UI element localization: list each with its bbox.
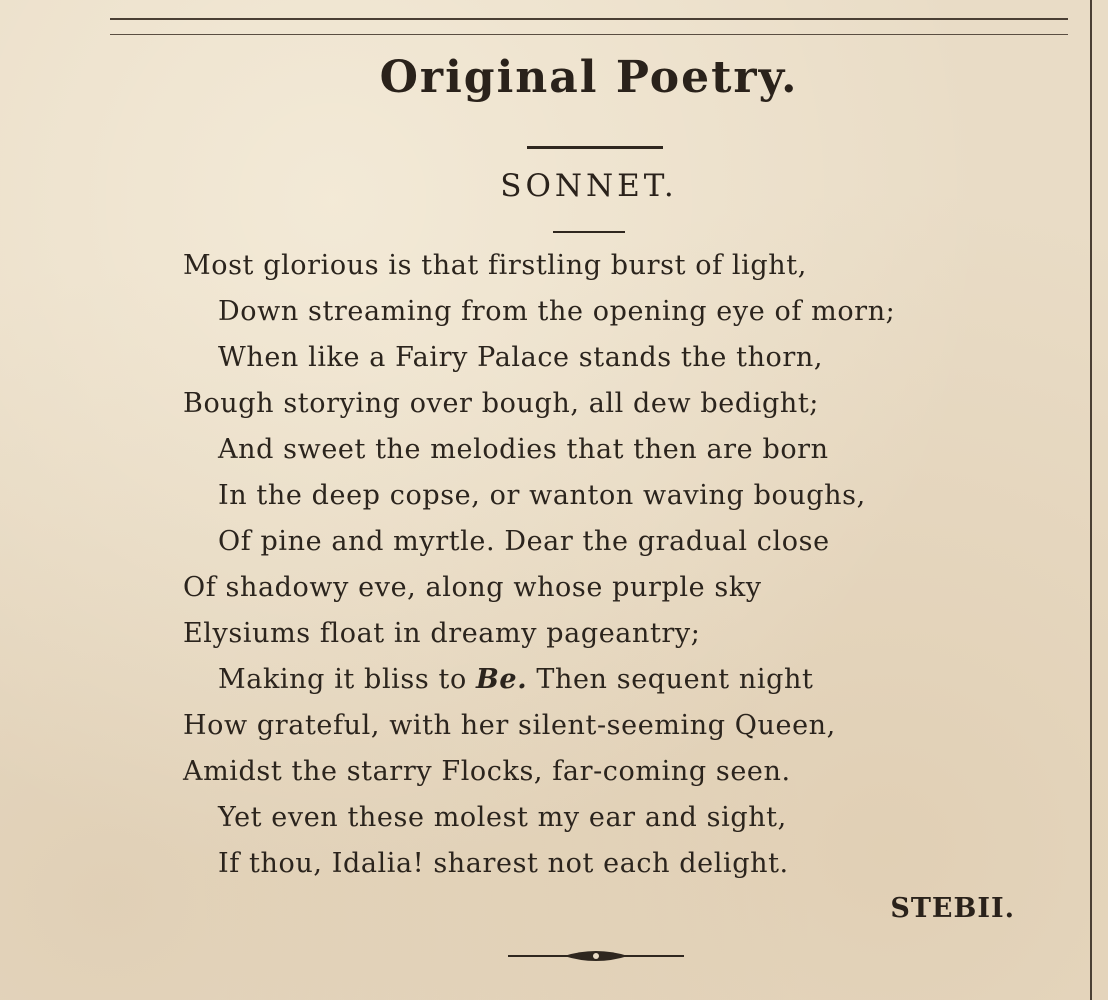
poem-line: Making it bliss to Be. Then sequent night [218, 664, 814, 695]
poem-signature: STEBII. [890, 893, 1015, 924]
poem-line: Elysiums float in dreamy pageantry; [183, 618, 701, 649]
poem-line: Bough storying over bough, all dew bedight; [183, 388, 820, 419]
poem-line: Of pine and myrtle. Dear the gradual close [218, 526, 830, 557]
poem-title: SONNET. [500, 168, 678, 204]
poem-line: In the deep copse, or wanton waving boughs, [218, 480, 866, 511]
poem-line: Of shadowy eve, along whose purple sky [183, 572, 762, 603]
poem-line: Down streaming from the opening eye of morn; [218, 296, 896, 327]
heading-divider [527, 146, 663, 149]
poem-line: When like a Fairy Palace stands the thorn, [218, 342, 824, 373]
section-heading: Original Poetry. [379, 52, 799, 103]
poem-line: Most glorious is that firstling burst of light, [183, 250, 807, 281]
column-rule [1090, 0, 1092, 1000]
poem-line: And sweet the melodies that then are born [218, 434, 829, 465]
poem-line: If thou, Idalia! sharest not each delight. [218, 848, 789, 879]
masthead-rule-lower [110, 34, 1068, 35]
poem-line: Amidst the starry Flocks, far-coming seen. [183, 756, 791, 787]
title-divider [553, 231, 625, 233]
poem-line: How grateful, with her silent-seeming Queen, [183, 710, 836, 741]
masthead-rule-upper [110, 18, 1068, 20]
poem-line: Yet even these molest my ear and sight, [218, 802, 787, 833]
ornament-divider [506, 944, 686, 968]
